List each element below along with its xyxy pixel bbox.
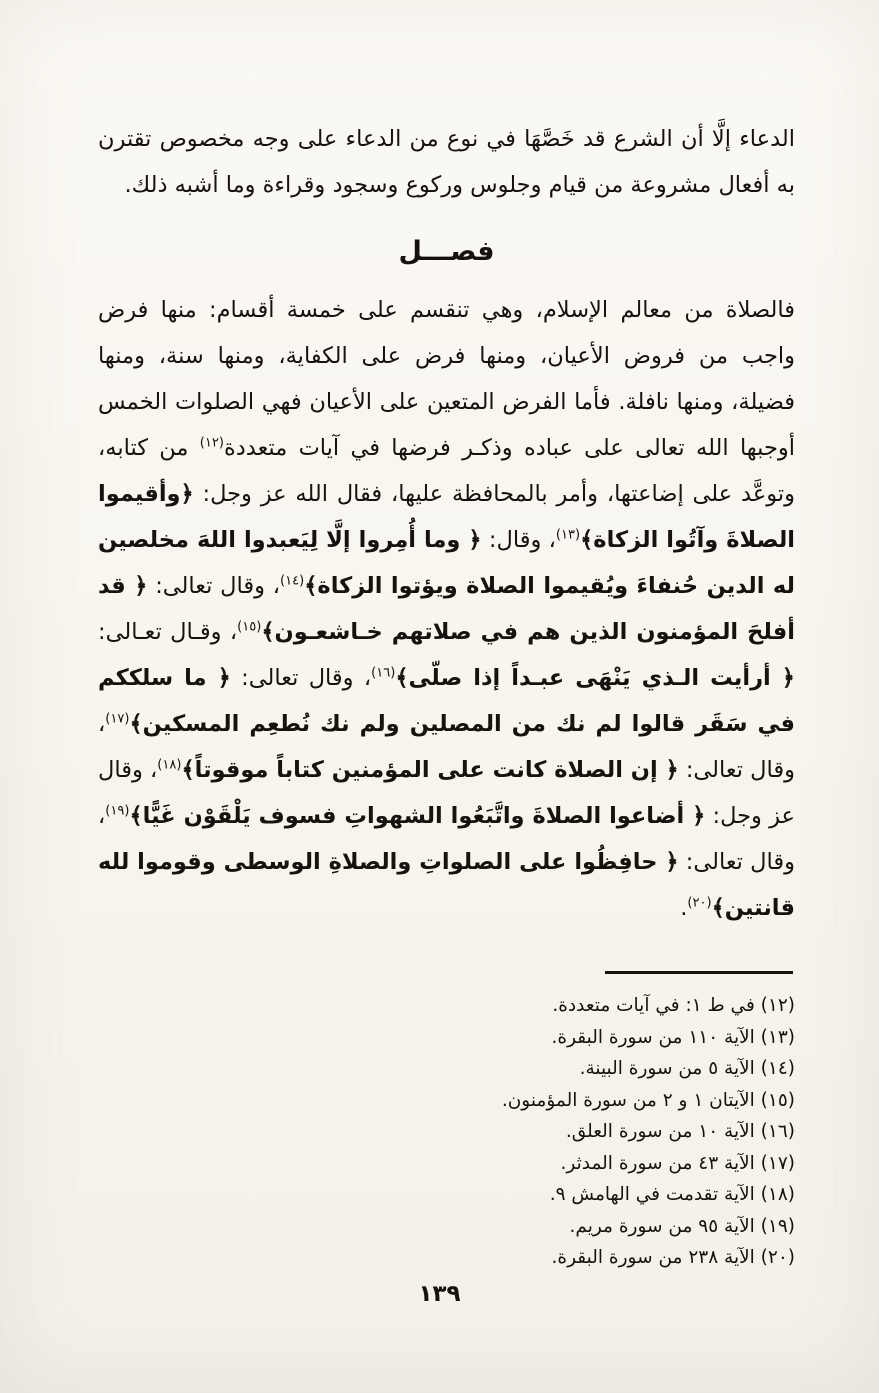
footnote-item: (١٤) الآية ٥ من سورة البينة. bbox=[579, 1058, 795, 1079]
quran-quote: ﴿وأقيموا الصلاةَ وآتُوا الزكاة﴾ bbox=[98, 481, 795, 553]
footnote-marker: (٢٠) bbox=[687, 895, 712, 911]
page-number: ١٣٩ bbox=[418, 1281, 461, 1307]
footnote-marker: (١٣) bbox=[555, 527, 581, 543]
footnote-item: (١٥) الآيتان ١ و ٢ من سورة المؤمنون. bbox=[501, 1089, 795, 1111]
footnote-marker: (١٧) bbox=[105, 711, 130, 727]
quran-quote: ﴿ ما سلككم في سَقَر قالوا لم نك من المصلين ولم نك نُطعِم المسكين﴾ bbox=[98, 665, 795, 737]
quran-quote: ﴿ حافِظُوا على الصلواتِ والصلاةِ الوسطى وقوموا لله قانتين﴾ bbox=[98, 849, 795, 921]
footnote-item: (١٢) في ط ١: في آيات متعددة. bbox=[552, 995, 795, 1016]
intro-paragraph: الدعاء إلَّا أن الشرع قد خَصَّهَا في نوع من الدعاء على وجه مخصوص تقترن به أفعال مشروعة من قيام وجلوس وركوع وسجود وقراءة وما أشبه ذلك. bbox=[98, 126, 795, 198]
quran-quote: ﴿ وما أُمِروا إلَّا لِيَعبدوا اللهَ مخلصين له الدين حُنفاءَ ويُقيموا الصلاة ويؤتوا الزكاة﴾ bbox=[98, 527, 795, 599]
section-heading: فصـــل bbox=[398, 236, 495, 267]
body-text: ، وقال تعالى: bbox=[230, 665, 372, 691]
body-text: فالصلاة من معالم الإسلام، وهي تنقسم على خمسة أقسام: منها فرض واجب من فروض الأعيان، ومنها فرض على الكفاية، ومنها سنة، ومنها فضيلة، ومنها نافلة. فأما الفرض المتعين على الأعيان فهي الصلوات الخمس أوجبها الله تعالى على عباده وذكـر فرضها في آيات متعددة bbox=[98, 297, 795, 461]
body-text: ، وقال عز وجل: bbox=[98, 757, 795, 829]
body-text: ، وقال: bbox=[481, 527, 556, 553]
quran-quote: ﴿ أضاعوا الصلاةَ واتَّبَعُوا الشهواتِ فسوف يَلْقَوْن غَيًّا﴾ bbox=[129, 803, 706, 829]
footnote-marker: (١٨) bbox=[157, 757, 182, 773]
footnote-marker: (١٩) bbox=[105, 803, 130, 819]
footnote-item: (١٩) الآية ٩٥ من سورة مريم. bbox=[569, 1215, 795, 1237]
footnote-item: (١٦) الآية ١٠ من سورة العلق. bbox=[565, 1121, 795, 1142]
footnote-divider bbox=[605, 971, 793, 974]
body-text: . bbox=[680, 895, 688, 921]
footnote-marker: (١٢) bbox=[199, 435, 224, 451]
footnote-marker: (١٤) bbox=[280, 573, 305, 589]
body-text: ، وقـال تعـالى: bbox=[98, 619, 238, 645]
body-text: ، وقال تعالى: bbox=[98, 803, 795, 875]
footnote-marker: (١٦) bbox=[371, 665, 396, 681]
footnote-item: (٢٠) الآية ٢٣٨ من سورة البقرة. bbox=[551, 1247, 795, 1268]
body-paragraph bbox=[98, 287, 795, 931]
body-text: ، وقال تعالى: bbox=[147, 573, 281, 599]
body-text: من كتابه، وتوعَّد على إضاعتها، وأمر بالمحافظة عليها، فقال الله عز وجل: bbox=[98, 435, 795, 507]
footnote-item: (١٧) الآية ٤٣ من سورة المدثر. bbox=[560, 1152, 795, 1174]
footnote-item: (١٣) الآية ١١٠ من سورة البقرة. bbox=[551, 1026, 795, 1048]
footnote-item: (١٨) الآية تقدمت في الهامش ٩. bbox=[549, 1184, 795, 1205]
body-text: ، وقال تعالى: bbox=[98, 711, 795, 783]
page-content bbox=[98, 116, 795, 1274]
footnotes-list bbox=[98, 990, 795, 1274]
footnote-marker: (١٥) bbox=[237, 619, 262, 635]
quran-quote: ﴿ أرأيت الـذي يَنْهَى عبـداً إذا صلّى﴾ bbox=[395, 665, 795, 691]
quran-quote: ﴿ إن الصلاة كانت على المؤمنين كتاباً موقوتاً﴾ bbox=[181, 757, 679, 783]
quran-quote: ﴿ قد أفلحَ المؤمنون الذين هم في صلاتهم خـاشعـون﴾ bbox=[98, 573, 795, 645]
